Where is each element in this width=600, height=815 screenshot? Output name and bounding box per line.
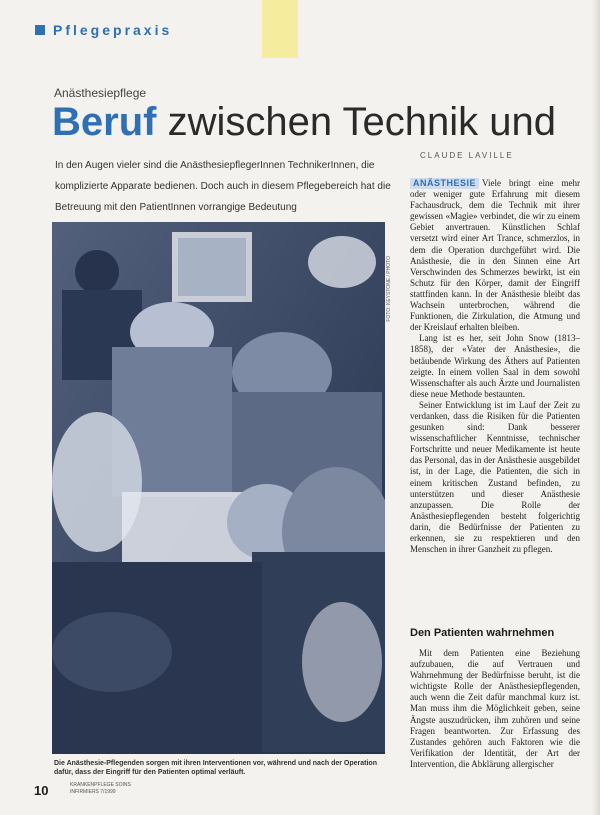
photo-credit: FOTO: KEYSTONE / PHOTO [386, 256, 392, 322]
headline-text: zwischen Technik und [156, 100, 556, 144]
article-photo [52, 222, 385, 754]
article-column-upper [410, 178, 580, 623]
author-byline: CLAUDE LAVILLE [420, 151, 514, 160]
adhesive-tape [262, 0, 298, 58]
page-spine-shadow [592, 0, 600, 815]
article-paragraph-3: Seiner Entwicklung ist im Lauf der Zeit zu verdanken, dass die Risiken für die Patienten gesunken sind: Dank besserer wissenschaftlicher Kenntnisse, technischer Fortschritte und neuer Medikamente ist heute das Personal, das in der Anästhesie ausgebildet ist, in der Lage, die Patienten, die sich in einem kritischen Zustand befinden, zu unterstützen und dieser Anästhesie anzupassen. Die Rolle der Anästhesiepflegenden besteht folgerichtig darin, die Bedürfnisse der Patienten zu erkennen, sie zu respektieren und den Menschen in ihrer Ganzheit zu pflegen. [410, 399, 580, 555]
article-subheading: Den Patienten wahrnehmen [410, 627, 555, 639]
publication-line-1: KRANKENPFLEGE SOINS [70, 782, 131, 788]
headline [52, 96, 556, 148]
article-column-lower [410, 648, 580, 808]
article-paragraph-2: Lang ist es her, seit John Snow (1813–1858), der «Vater der Anästhesie», die betäubende Wirkung des Äthers auf Patienten zeigte. In einem vollen Saal in dem sowohl Wissenschafter als auch Ärzte und Journalisten diese neue Methode bestaunten. [410, 333, 580, 399]
article-paragraph-1-text: Viele bringt eine mehr oder weniger gute Erfahrung mit diesem Fachausdruck, dem die Technik mit ihrer gewissen «Magie» verbindet, die wir zu einem Gebiet anvertrauen. Künstlichen Schlaf versetzt wird einer Art Trance, schmerzlos, in dem die Operation durchgeführt wird. Die Anästhesie, die in den Sinnen eine Art Verschwinden des Schmerzes bewirkt, ist ein Schutz für den Körper, damit der Eingriff stattfinden kann. In der Anästhesie bleibt das Wachsein unterbrochen, während die Funktionen, die Zirkulation, die Atmung und der Kreislauf erhalten bleiben. [410, 178, 580, 333]
lead-paragraph: In den Augen vieler sind die AnästhesiepflegerInnen TechnikerInnen, die komplizierte Apparate bedienen. Doch auch in diesem Pflegebereich hat die Betreuung mit den PatientInnen vorrangige Bedeutung [55, 160, 391, 213]
article-paragraph-1 [410, 178, 580, 333]
section-title: Pflegepraxis [53, 22, 173, 38]
topic-tag: ANÄSTHESIE [410, 178, 479, 189]
publication-footer [70, 782, 131, 796]
section-label [35, 22, 172, 38]
page-number: 10 [34, 783, 49, 798]
kicker: Anästhesiepflege [54, 86, 147, 100]
photo-caption: Die Anästhesie-Pflegenden sorgen mit ihren Interventionen vor, während und nach der Operation dafür, dass der Eingriff für den Patienten optimal verläuft. [54, 760, 377, 776]
article-paragraph-4: Mit dem Patienten eine Beziehung aufzubauen, die auf Vertrauen und Wahrnehmung der Bedürfnisse beruht, ist die wichtigste Rolle der Anästhesiepflegenden, auch wenn die Zeit dafür manchmal kurz ist. Man muss ihm die Möglichkeit geben, seine Ängste auszudrücken, ihm zuhören und seine Fragen beantworten. Zur Erfassung des Zustandes gehören auch Faktoren wie die Verifikation der Identität, der Art der Intervention, die Abklärung allergischer [410, 648, 580, 769]
publication-line-2: INFIRMIERS 7/1999 [70, 789, 116, 795]
section-square-icon [35, 25, 45, 35]
operating-room-photo-illustration [52, 222, 385, 754]
headline-highlight: Beruf [52, 100, 157, 144]
